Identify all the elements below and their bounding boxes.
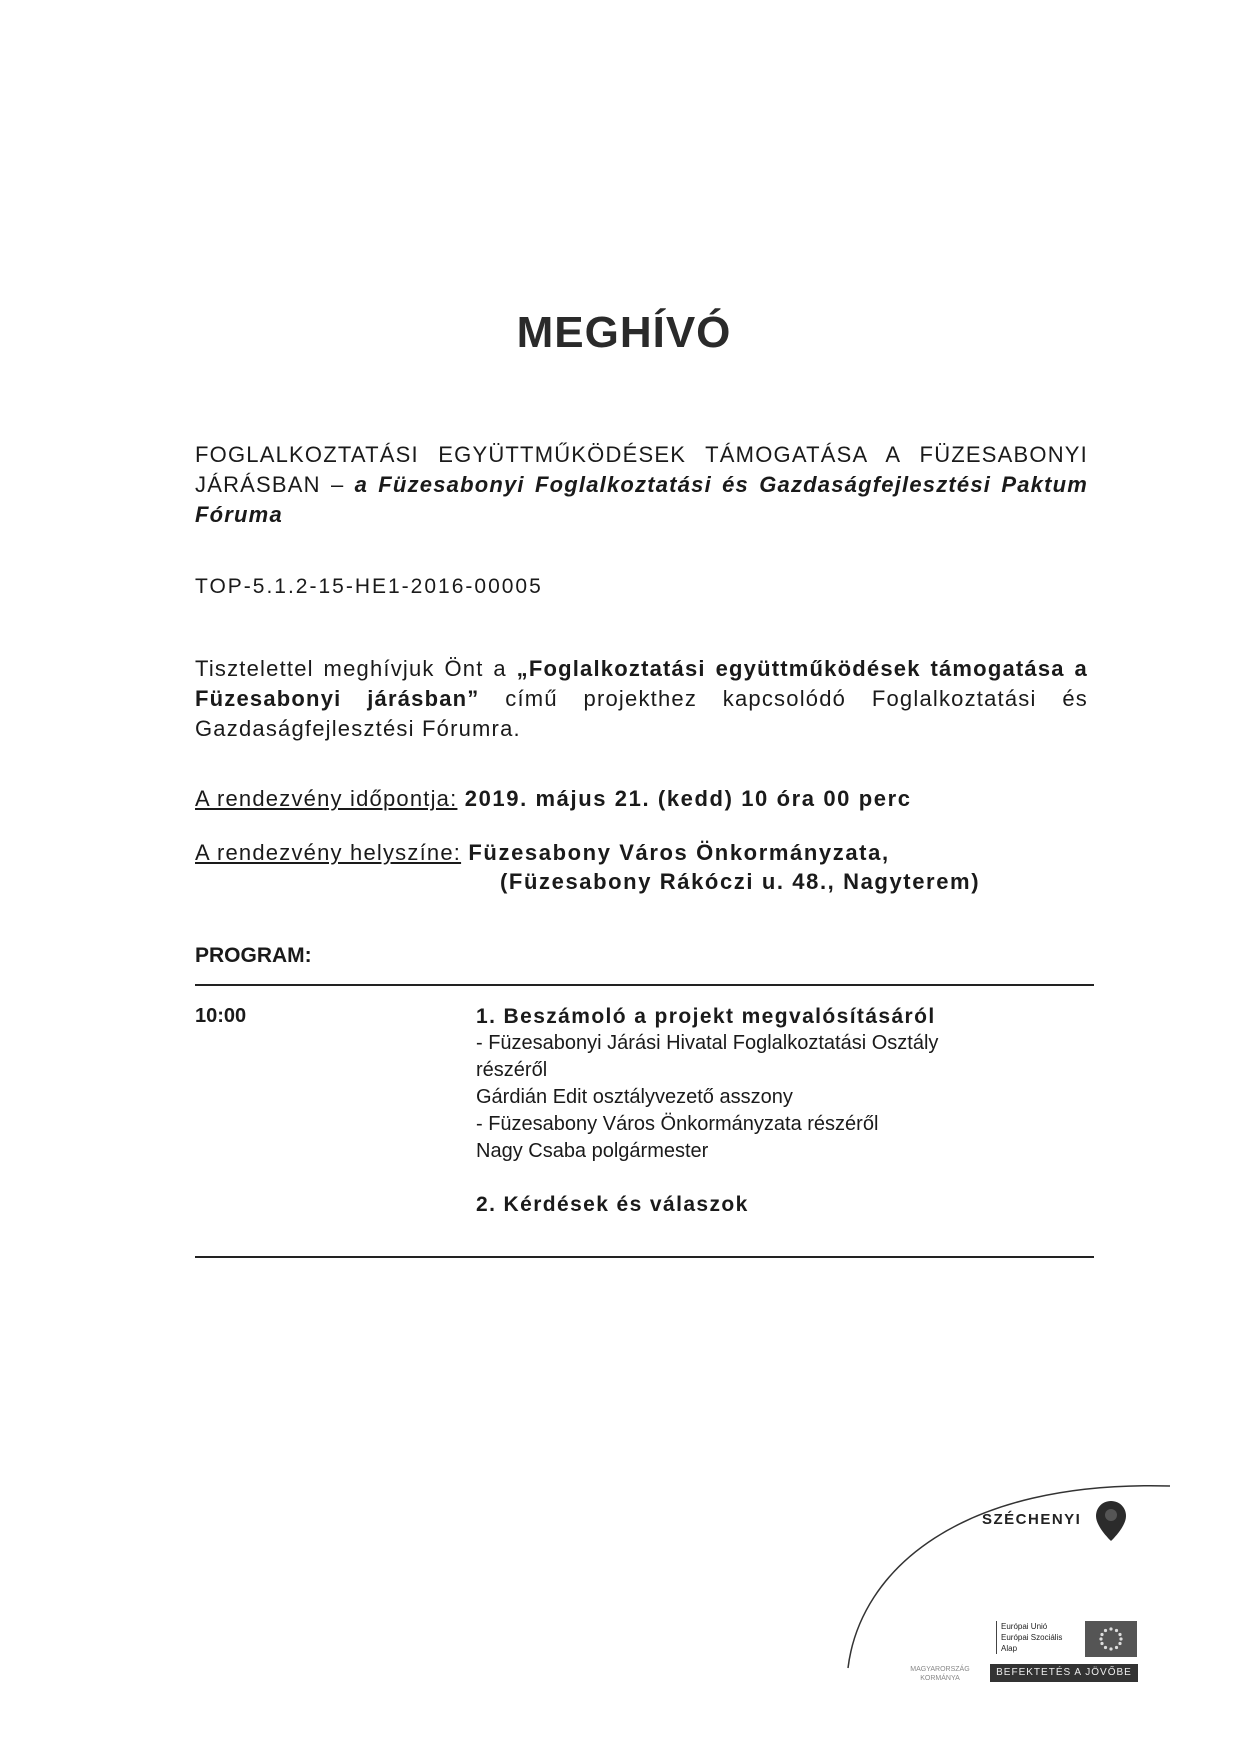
intro-project-name: „Foglalkoztatási együttműködések támogatása a Füzesabonyi járásban” [195, 656, 1088, 711]
place-label: A rendezvény helyszíne: [195, 840, 462, 865]
place-value-1: Füzesabony Város Önkormányzata, [468, 840, 890, 865]
program-top-rule [195, 984, 1094, 986]
eu-text-line: Európai Szociális [1001, 1633, 1063, 1642]
program-time: 10:00 [195, 1005, 247, 1027]
szechenyi-brand: SZÉCHENYI [982, 1511, 1082, 1528]
agenda-item-2-title: 2. Kérdések és válaszok [476, 1193, 749, 1216]
government-text [900, 1665, 980, 1683]
agenda-item-1-title: 1. Beszámoló a projekt megvalósításáról [476, 1005, 936, 1028]
intro-part-1: Tisztelettel meghívjuk Önt a [195, 656, 517, 681]
agenda-line: - Füzesabony Város Önkormányzata részéről [476, 1113, 879, 1135]
agenda-line: - Füzesabonyi Járási Hivatal Foglalkoztatási Osztály [476, 1032, 939, 1054]
place-value-2: (Füzesabony Rákóczi u. 48., Nagyterem) [500, 869, 981, 894]
program-bottom-rule [195, 1256, 1094, 1258]
eu-fund-text [996, 1621, 1062, 1654]
program-agenda [476, 1003, 1076, 1218]
eu-text-line: Európai Unió [1001, 1622, 1048, 1631]
location-pin-icon [1095, 1500, 1127, 1542]
heading-part-2: a Füzesabonyi Foglalkoztatási és Gazdaságfejlesztési Paktum Fóruma [195, 472, 1088, 527]
agenda-line: Gárdián Edit osztályvezető asszony [476, 1086, 793, 1108]
heading-part-1: FOGLALKOZTATÁSI EGYÜTTMŰKÖDÉSEK TÁMOGATÁSA A FÜZESABONYI JÁRÁSBAN – [195, 442, 1088, 497]
eu-text-line: Alap [1001, 1644, 1018, 1653]
agenda-line: Nagy Csaba polgármester [476, 1140, 709, 1162]
investment-banner: BEFEKTETÉS A JÖVŐBE [990, 1664, 1138, 1682]
project-code: TOP-5.1.2-15-HE1-2016-00005 [195, 575, 543, 598]
event-date-row [195, 786, 912, 812]
intro-paragraph [195, 654, 1088, 744]
program-label: PROGRAM: [195, 944, 312, 967]
date-label: A rendezvény időpontja: [195, 786, 458, 811]
gov-text-line: KORMÁNYA [920, 1675, 960, 1682]
gov-text-line: MAGYARORSZÁG [910, 1666, 970, 1673]
project-heading [195, 440, 1088, 530]
agenda-spacer [476, 1165, 1076, 1191]
document-title: MEGHÍVÓ [516, 308, 732, 357]
date-value: 2019. május 21. (kedd) 10 óra 00 perc [464, 786, 912, 811]
eu-flag-icon [1085, 1621, 1137, 1657]
agenda-line: részéről [476, 1059, 548, 1081]
event-place-row [195, 840, 890, 866]
intro-part-2: című projekthez kapcsolódó Foglalkoztatási és Gazdaságfejlesztési Fórumra. [195, 686, 1088, 741]
